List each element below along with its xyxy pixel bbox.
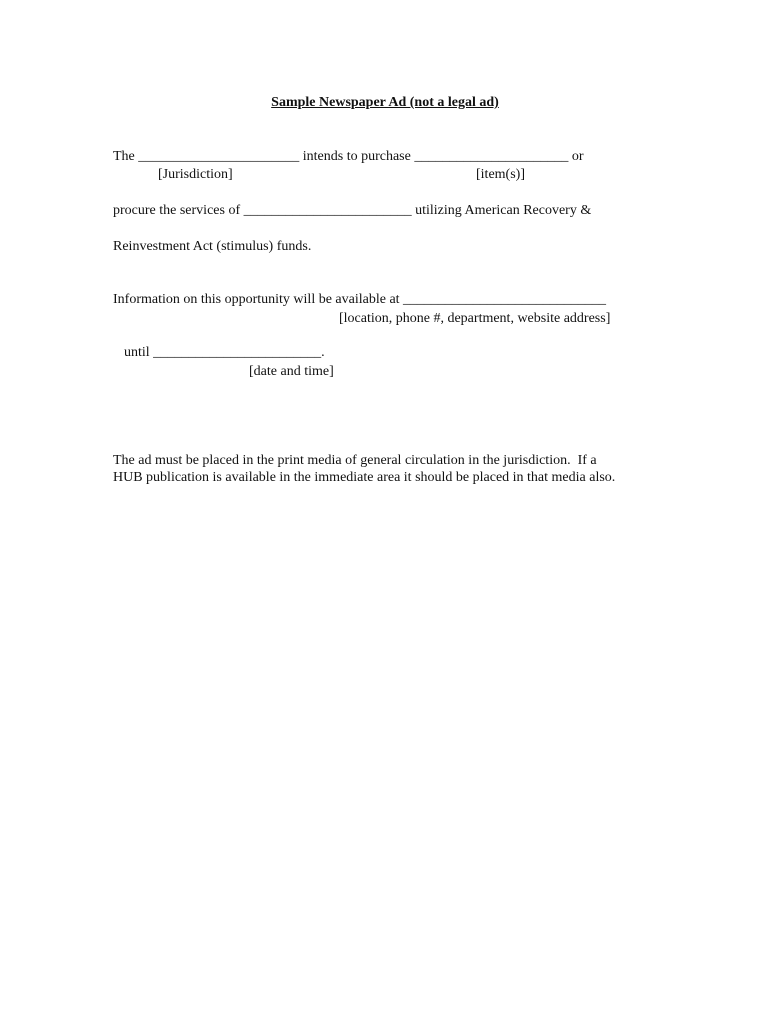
purchase-line: The _______________________ intends to purchase ______________________ or	[113, 149, 584, 164]
services-line: procure the services of ________________________ utilizing American Recovery &	[113, 203, 592, 218]
document-title: Sample Newspaper Ad (not a legal ad)	[271, 95, 499, 110]
date-caption: [date and time]	[249, 364, 334, 379]
jurisdiction-caption: [Jurisdiction]	[158, 167, 233, 182]
placement-note-line-2: HUB publication is available in the immediate area it should be placed in that media also.	[113, 470, 616, 485]
items-caption: [item(s)]	[476, 167, 525, 182]
funds-line: Reinvestment Act (stimulus) funds.	[113, 239, 312, 254]
location-caption: [location, phone #, department, website address]	[339, 311, 611, 326]
until-line: until ________________________.	[124, 345, 325, 360]
information-line: Information on this opportunity will be available at _____________________________	[113, 292, 607, 307]
placement-note-line-1: The ad must be placed in the print media of general circulation in the jurisdiction. If a	[113, 453, 597, 468]
